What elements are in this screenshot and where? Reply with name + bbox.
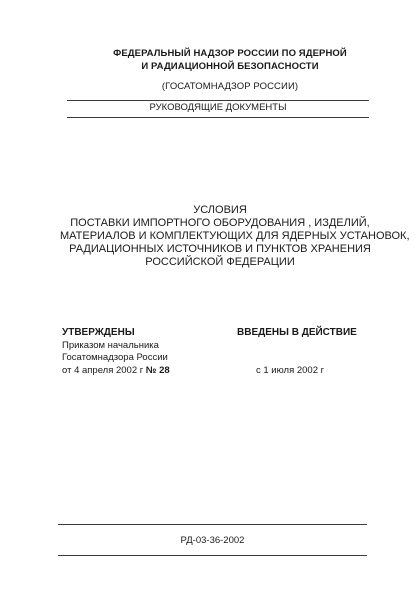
title-subtitle <box>60 217 410 269</box>
agency-header <box>100 48 360 94</box>
title-line-1: ПОСТАВКИ ИМПОРТНОГО ОБОРУДОВАНИЯ , ИЗДЕЛИЙ, <box>70 217 370 229</box>
footer-divider-top <box>58 524 367 525</box>
order-number: № 28 <box>145 364 170 376</box>
agency-abbreviation: (ГОСАТОМНАДЗОР РОССИИ) <box>161 81 299 92</box>
document-title <box>60 204 410 269</box>
approval-line-1: Приказом начальника <box>62 339 159 351</box>
document-number: РД-03-36-2002 <box>180 535 245 546</box>
agency-name-line-1: ФЕДЕРАЛЬНЫЙ НАДЗОР РОССИИ ПО ЯДЕРНОЙ <box>113 48 347 59</box>
approval-date-line <box>62 365 170 378</box>
title-line-3: РАДИАЦИОННЫХ ИСТОЧНИКОВ И ПУНКТОВ ХРАНЕНИЯ <box>69 243 371 255</box>
document-series: РУКОВОДЯЩИЕ ДОКУМЕНТЫ <box>149 102 287 113</box>
title-main: УСЛОВИЯ <box>193 204 247 216</box>
footer-divider-bottom <box>58 555 367 556</box>
header-divider-bottom <box>67 117 369 118</box>
title-line-4: РОССИЙСКОЙ ФЕДЕРАЦИИ <box>145 256 295 268</box>
effective-heading: ВВЕДЕНЫ В ДЕЙСТВИЕ <box>237 327 357 338</box>
effective-block <box>237 327 357 377</box>
approval-date: от 4 апреля 2002 г <box>62 364 144 376</box>
header-divider-top <box>67 100 369 101</box>
effective-date: с 1 июля 2002 г <box>256 364 325 376</box>
title-line-2: МАТЕРИАЛОВ И КОМПЛЕКТУЮЩИХ ДЛЯ ЯДЕРНЫХ УСТАНОВОК, <box>60 230 410 242</box>
approval-block <box>62 327 170 377</box>
approval-heading: УТВЕРЖДЕНЫ <box>62 327 135 338</box>
agency-name-line-2: И РАДИАЦИОННОЙ БЕЗОПАСНОСТИ <box>141 60 319 72</box>
approval-line-2: Госатомнадзора России <box>62 352 168 363</box>
